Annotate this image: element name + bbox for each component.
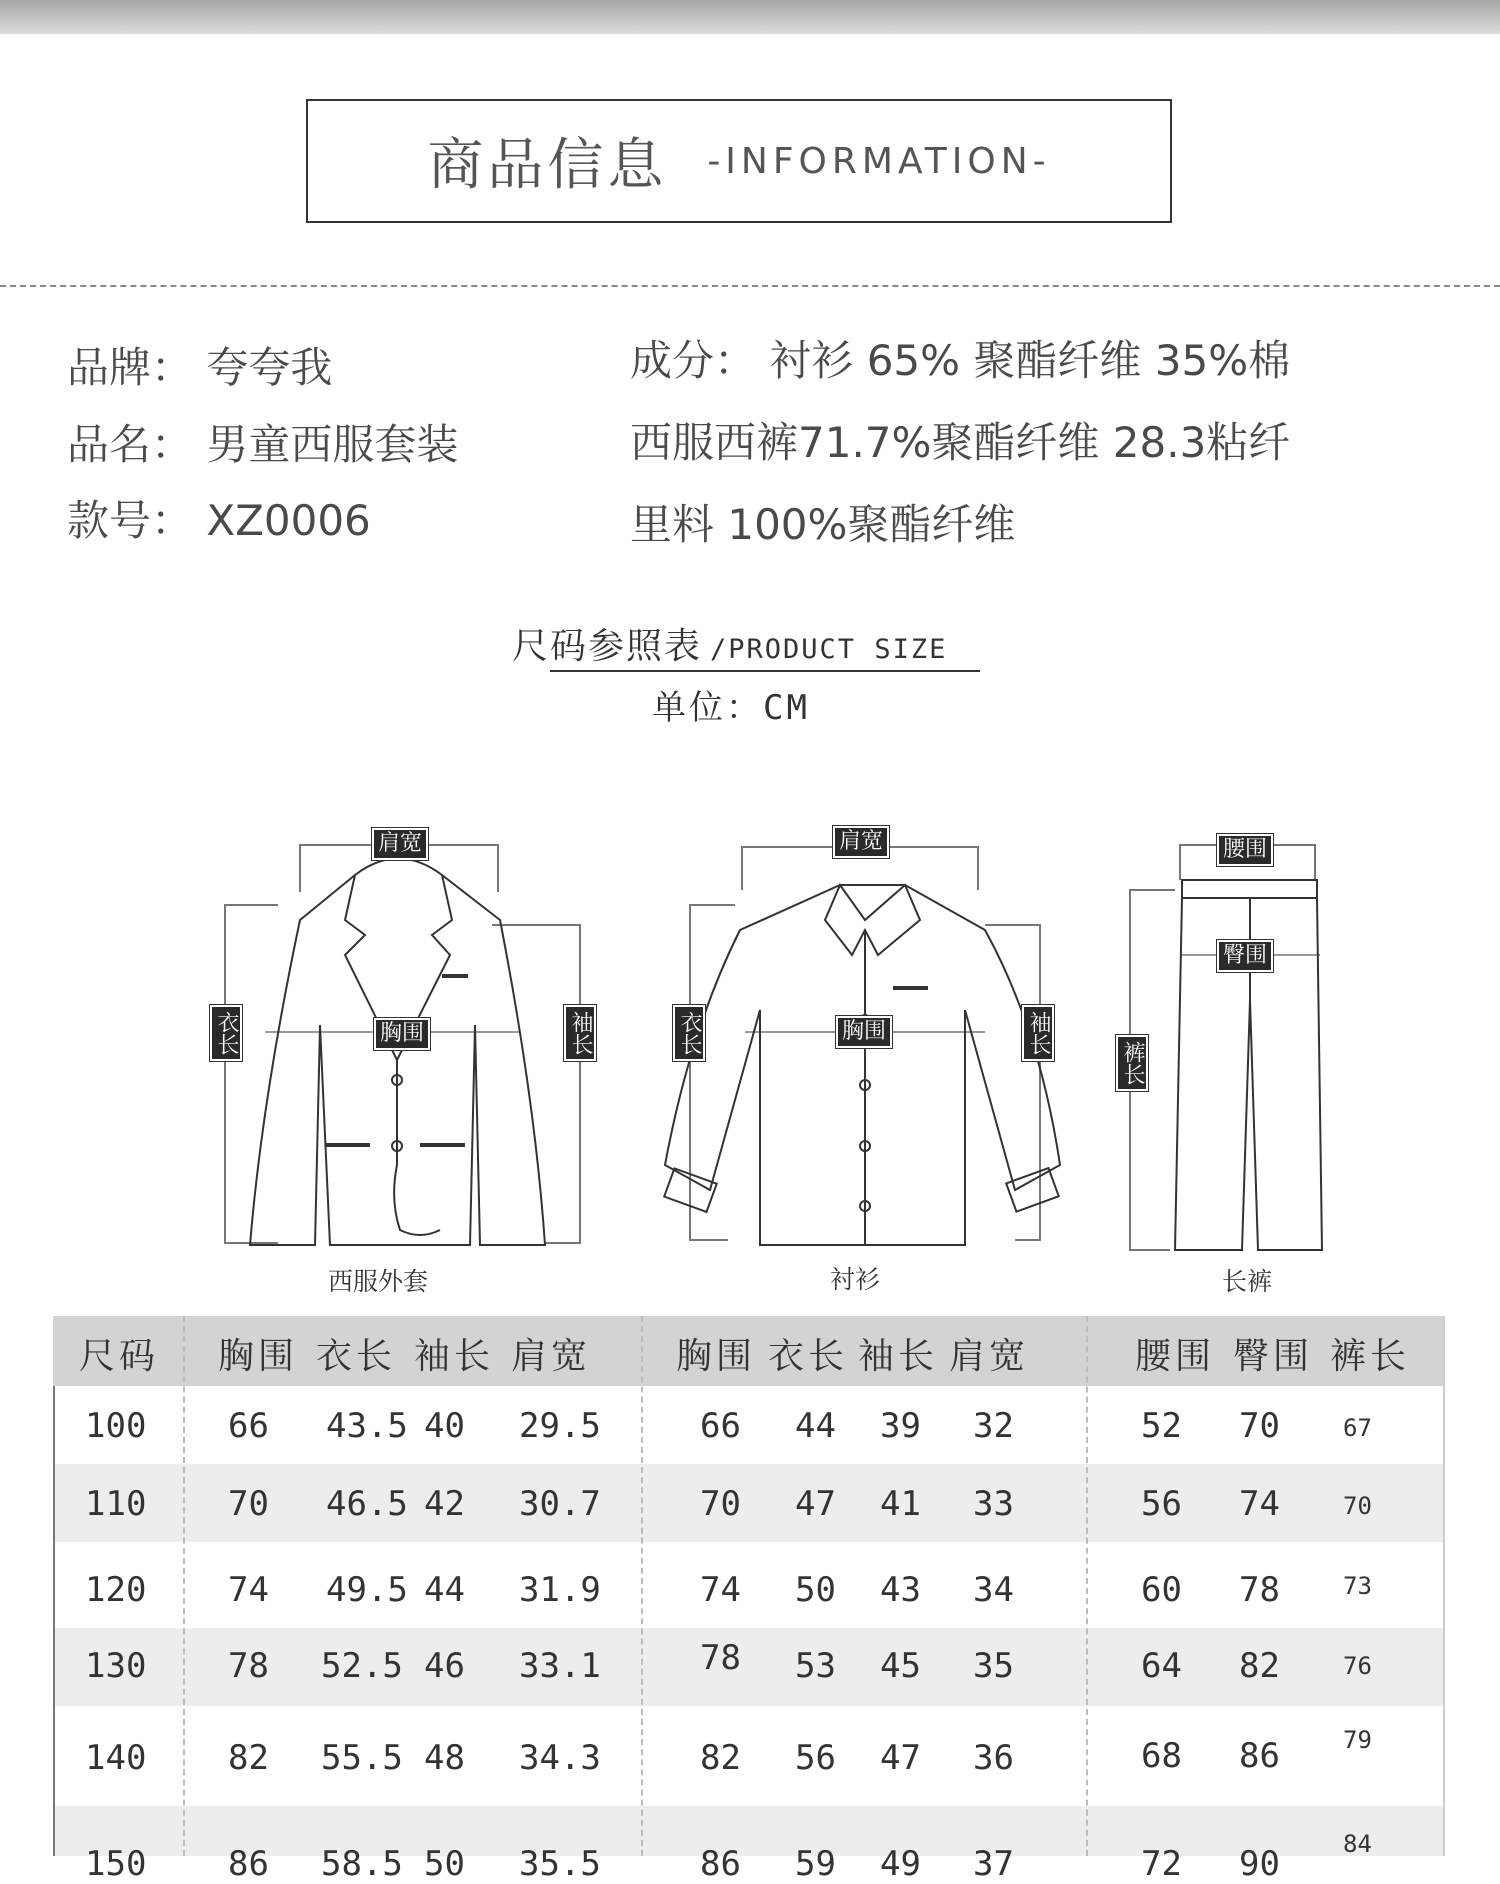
size-chart-title-cn: 尺码参照表	[512, 626, 703, 667]
cell-pants-length: 67	[1343, 1414, 1372, 1442]
header-shirt-shoulder: 肩宽	[949, 1336, 1030, 1377]
column-divider	[183, 1316, 185, 1856]
table-left-border	[53, 1386, 55, 1856]
cell-shirt-shoulder: 34	[973, 1570, 1014, 1610]
cell-shirt-length: 56	[795, 1738, 836, 1778]
table-row	[53, 1628, 1445, 1706]
jacket-length-tag: 衣长	[210, 1005, 242, 1061]
pants-waistband	[1182, 880, 1317, 898]
cell-jacket-length: 55.5	[321, 1738, 403, 1778]
shirt-sleeve-tag: 袖长	[1022, 1005, 1054, 1061]
table-row	[53, 1386, 1445, 1464]
cell-jacket-shoulder: 34.3	[519, 1738, 601, 1778]
cell-shirt-shoulder: 33	[973, 1484, 1014, 1524]
cell-jacket-length: 58.5	[321, 1844, 403, 1884]
unit-value: CM	[763, 688, 810, 728]
cell-shirt-shoulder: 32	[973, 1406, 1014, 1446]
cell-jacket-chest: 82	[228, 1738, 269, 1778]
jacket-body-outline	[250, 859, 545, 1246]
cell-jacket-shoulder: 29.5	[519, 1406, 601, 1446]
shirt-collar	[825, 885, 920, 955]
cell-jacket-length: 52.5	[321, 1646, 403, 1686]
jacket-label: 西服外套	[328, 1267, 429, 1296]
header-pants-length: 裤长	[1330, 1336, 1411, 1377]
cell-jacket-chest: 86	[228, 1844, 269, 1884]
cell-size: 100	[85, 1406, 147, 1446]
cell-jacket-chest: 70	[228, 1484, 269, 1524]
column-divider	[1086, 1316, 1088, 1856]
cell-shirt-chest: 86	[700, 1844, 741, 1884]
table-header	[53, 1316, 1445, 1386]
jacket-shoulder-tag: 肩宽	[372, 828, 428, 860]
cell-pants-hip: 70	[1239, 1406, 1280, 1446]
cell-shirt-chest: 82	[700, 1738, 741, 1778]
cell-shirt-sleeve: 49	[880, 1844, 921, 1884]
cell-pants-length: 84	[1343, 1830, 1372, 1858]
shirt-length-tag: 衣长	[673, 1005, 705, 1061]
composition-line-1: 成分： 衬衫 65% 聚酯纤维 35%棉	[630, 336, 1291, 385]
cell-shirt-sleeve: 39	[880, 1406, 921, 1446]
cell-pants-hip: 82	[1239, 1646, 1280, 1686]
cell-jacket-chest: 66	[228, 1406, 269, 1446]
style-number-info: 款号： XZ0006	[67, 496, 371, 545]
header-jacket-chest: 胸围	[218, 1336, 299, 1377]
shirt-body-outline	[665, 885, 1060, 1245]
cell-shirt-shoulder: 36	[973, 1738, 1014, 1778]
cell-pants-length: 79	[1343, 1726, 1372, 1754]
table-row	[53, 1706, 1445, 1806]
table-right-border	[1443, 1316, 1445, 1856]
cell-jacket-sleeve: 40	[424, 1406, 465, 1446]
unit-label-text: 单位：	[652, 688, 763, 728]
size-chart-title-en: /PRODUCT SIZE	[710, 634, 948, 665]
cell-pants-length: 70	[1343, 1492, 1372, 1520]
cell-shirt-length: 47	[795, 1484, 836, 1524]
pants-length-tag: 裤长	[1116, 1035, 1148, 1091]
cell-jacket-sleeve: 44	[424, 1570, 465, 1610]
cell-shirt-sleeve: 47	[880, 1738, 921, 1778]
size-title-underline	[550, 670, 980, 672]
top-banner-strip	[0, 0, 1500, 34]
cell-shirt-sleeve: 43	[880, 1570, 921, 1610]
cell-pants-hip: 86	[1239, 1736, 1280, 1776]
cell-jacket-length: 43.5	[326, 1406, 408, 1446]
pants-label: 长裤	[1222, 1267, 1273, 1296]
shirt-shoulder-tag: 肩宽	[833, 826, 889, 858]
pants-hip-tag: 臀围	[1217, 940, 1273, 972]
pants-waist-tag: 腰围	[1217, 834, 1273, 866]
header-shirt-length: 衣长	[768, 1336, 849, 1377]
cell-pants-length: 73	[1343, 1572, 1372, 1600]
shirt-chest-tag: 胸围	[836, 1016, 892, 1048]
header-jacket-length: 衣长	[316, 1336, 397, 1377]
cell-pants-waist: 56	[1141, 1484, 1182, 1524]
cell-shirt-shoulder: 35	[973, 1646, 1014, 1686]
size-chart-title	[512, 618, 947, 669]
cell-shirt-chest: 74	[700, 1570, 741, 1610]
cell-shirt-sleeve: 41	[880, 1484, 921, 1524]
cell-jacket-sleeve: 48	[424, 1738, 465, 1778]
table-row	[53, 1464, 1445, 1542]
cell-jacket-shoulder: 30.7	[519, 1484, 601, 1524]
cell-pants-waist: 68	[1141, 1736, 1182, 1776]
cell-jacket-sleeve: 46	[424, 1646, 465, 1686]
cell-shirt-chest: 66	[700, 1406, 741, 1446]
cell-shirt-length: 50	[795, 1570, 836, 1610]
header-pants-hip: 臀围	[1233, 1336, 1314, 1377]
cell-shirt-chest: 78	[700, 1638, 741, 1678]
cell-pants-length: 76	[1343, 1652, 1372, 1680]
shirt-sleeve-line	[985, 925, 1040, 1240]
composition-line-3: 里料 100%聚酯纤维	[630, 500, 1016, 549]
header-jacket-sleeve: 袖长	[414, 1336, 495, 1377]
dashed-divider	[0, 285, 1500, 287]
shirt-label: 衬衫	[830, 1265, 881, 1294]
information-title-box	[306, 99, 1172, 223]
title-chinese: 商品信息	[427, 133, 668, 198]
header-shirt-chest: 胸围	[676, 1336, 757, 1377]
unit-label	[652, 680, 810, 729]
cell-pants-hip: 90	[1239, 1844, 1280, 1884]
jacket-chest-tag: 胸围	[374, 1018, 430, 1050]
title-english: -INFORMATION-	[707, 140, 1051, 182]
header-jacket-shoulder: 肩宽	[511, 1336, 592, 1377]
cell-jacket-shoulder: 33.1	[519, 1646, 601, 1686]
column-divider	[641, 1316, 643, 1856]
header-shirt-sleeve: 袖长	[858, 1336, 939, 1377]
cell-jacket-sleeve: 42	[424, 1484, 465, 1524]
cell-jacket-shoulder: 35.5	[519, 1844, 601, 1884]
cell-jacket-length: 46.5	[326, 1484, 408, 1524]
cell-shirt-shoulder: 37	[973, 1844, 1014, 1884]
cell-shirt-length: 53	[795, 1646, 836, 1686]
composition-line-2: 西服西裤71.7%聚酯纤维 28.3粘纤	[630, 418, 1291, 467]
cell-pants-waist: 72	[1141, 1844, 1182, 1884]
cell-jacket-length: 49.5	[326, 1570, 408, 1610]
header-size: 尺码	[79, 1336, 160, 1377]
cell-shirt-chest: 70	[700, 1484, 741, 1524]
cell-shirt-length: 59	[795, 1844, 836, 1884]
jacket-sleeve-line	[492, 925, 580, 1243]
cell-shirt-sleeve: 45	[880, 1646, 921, 1686]
cell-pants-hip: 74	[1239, 1484, 1280, 1524]
cell-jacket-sleeve: 50	[424, 1844, 465, 1884]
header-pants-waist: 腰围	[1135, 1336, 1216, 1377]
cell-shirt-length: 44	[795, 1406, 836, 1446]
cell-size: 110	[85, 1484, 147, 1524]
cell-size: 140	[85, 1738, 147, 1778]
table-row	[53, 1542, 1445, 1628]
product-name-info: 品名： 男童西服套装	[67, 420, 459, 469]
cell-pants-waist: 64	[1141, 1646, 1182, 1686]
cell-size: 120	[85, 1570, 147, 1610]
cell-jacket-chest: 78	[228, 1646, 269, 1686]
table-row	[53, 1806, 1445, 1884]
jacket-sleeve-tag: 袖长	[564, 1005, 596, 1061]
cell-jacket-chest: 74	[228, 1570, 269, 1610]
brand-info: 品牌： 夸夸我	[67, 343, 333, 392]
cell-pants-waist: 60	[1141, 1570, 1182, 1610]
cell-pants-hip: 78	[1239, 1570, 1280, 1610]
cell-size: 150	[85, 1844, 147, 1884]
cell-jacket-shoulder: 31.9	[519, 1570, 601, 1610]
jacket-length-line	[225, 905, 278, 1243]
cell-size: 130	[85, 1646, 147, 1686]
cell-pants-waist: 52	[1141, 1406, 1182, 1446]
